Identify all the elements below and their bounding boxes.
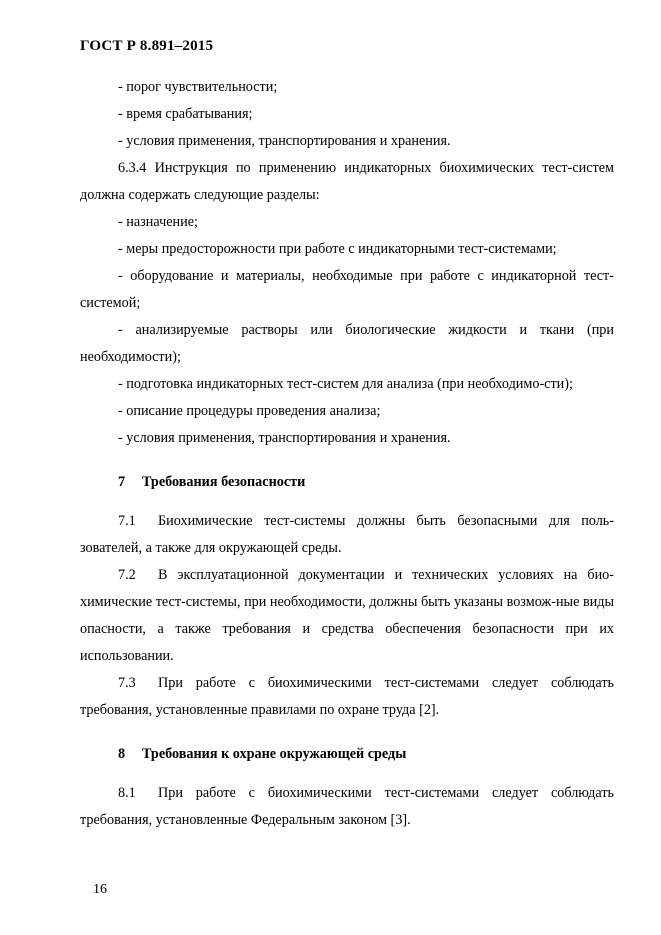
clause-7-2 bbox=[80, 562, 614, 670]
section-8-heading bbox=[80, 741, 614, 768]
list-item: - подготовка индикаторных тест-систем для анализа (при необходимо-сти); bbox=[118, 376, 573, 392]
list-item: - время срабатывания; bbox=[118, 106, 253, 122]
clause-number: 7.1 bbox=[118, 513, 136, 529]
clause-number: 8.1 bbox=[118, 785, 136, 801]
clause-text: Биохимические тест-системы должны быть безопасными для поль-зователей, а также для окружающей среды. bbox=[80, 513, 614, 556]
list-item: - оборудование и материалы, необходимые при работе с индикаторной тест-системой; bbox=[80, 268, 614, 311]
clause-7-3 bbox=[80, 670, 614, 724]
section-title: Требования к охране окружающей среды bbox=[142, 746, 407, 762]
clause-text: В эксплуатационной документации и технических условиях на био-химические тест-системы, при необходимости, должны быть указаны возмож-ные виды опасности, а также требования и средства обеспечения безопасности при их использовании. bbox=[80, 567, 614, 664]
section-7-heading bbox=[80, 469, 614, 496]
clause-number: 7.2 bbox=[118, 567, 136, 583]
clause-6-3-4: 6.3.4 Инструкция по применению индикаторных биохимических тест-систем должна содержать следующие разделы: bbox=[80, 160, 614, 203]
list-item: - назначение; bbox=[118, 214, 198, 230]
document-header: ГОСТ Р 8.891–2015 bbox=[80, 38, 214, 54]
list-item: - описание процедуры проведения анализа; bbox=[118, 403, 381, 419]
page-content bbox=[80, 74, 614, 834]
list-item: - анализируемые растворы или биологические жидкости и ткани (при необходимости); bbox=[80, 322, 614, 365]
clause-7-1 bbox=[80, 508, 614, 562]
clause-8-1 bbox=[80, 780, 614, 834]
list-item: - меры предосторожности при работе с индикаторными тест-системами; bbox=[118, 241, 557, 257]
list-item: - порог чувствительности; bbox=[118, 79, 278, 95]
list-item: - условия применения, транспортирования и хранения. bbox=[118, 430, 451, 446]
clause-number: 7.3 bbox=[118, 675, 136, 691]
page-number: 16 bbox=[93, 882, 107, 897]
section-number: 8 bbox=[118, 746, 126, 762]
section-number: 7 bbox=[118, 474, 126, 490]
section-title: Требования безопасности bbox=[142, 474, 306, 490]
list-item: - условия применения, транспортирования и хранения. bbox=[118, 133, 451, 149]
clause-text: При работе с биохимическими тест-системами следует соблюдать требования, установленные Федеральным законом [3]. bbox=[80, 785, 614, 828]
clause-text: При работе с биохимическими тест-системами следует соблюдать требования, установленные правилами по охране труда [2]. bbox=[80, 675, 614, 718]
